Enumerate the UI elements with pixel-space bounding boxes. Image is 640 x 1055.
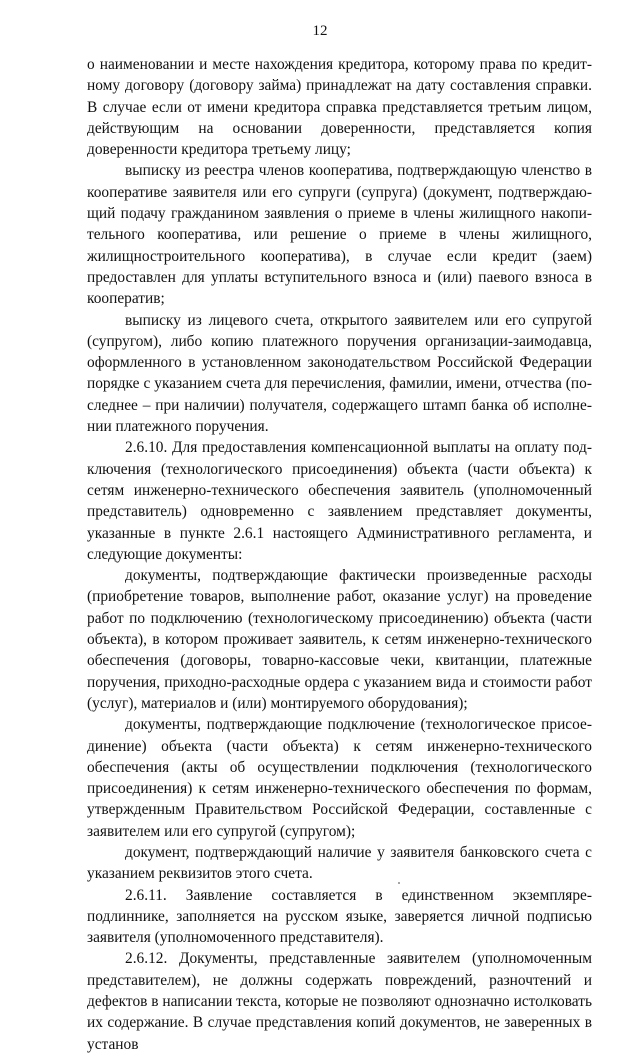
page-number: 12 — [312, 23, 328, 39]
paragraph-expense-documents: документы, подтверждающие фактически произведенные расходы (приобретение товаров, выполнение работ, оказание услуг) на проведение работ по подключению (технологическому присоединению) объекта (части объекта), в котором проживает заявитель, к сетям инженерно-технического обеспечения (договоры, товарно-кассовые чеки, квитанции, платежные поручения, приходно-расходные ордера с указанием вида и стоимости работ (услуг), материалов и (или) монтируемого оборудования); — [87, 567, 592, 712]
paragraph-clause-2-6-11: 2.6.11. Заявление составляется в единственном экземпляре-подлиннике, заполняется на русском языке, заверяется личной подписью заявителя (уполномоченного представителя). — [87, 886, 592, 947]
paragraph-cooperative-register-extract: выписку из реестра членов кооператива, подтверждающую членство в кооперативе заявителя или его супруги (супруга) (документ, подтверждающий подачу гражданином заявления о приеме в члены жилищного накопительного кооператива, или решение о приеме в члены жилищного, жилищностроительного кооператива), в случае если кредит (заем) предоставлен для уплаты вступительного взноса и (или) паевого взноса в кооператив; — [87, 162, 592, 308]
scan-speck — [398, 882, 400, 884]
paragraph-clause-2-6-10: 2.6.10. Для предоставления компенсационной выплаты на оплату подключения (технологического присоединения) объекта (части объекта) к сетям инженерно-технического обеспечения заявитель (уполномоченный представитель) одновременно с заявлением представляет документы, указанные в пункте 2.6.1 настоящего Административного регламента, и следующие документы: — [87, 439, 592, 563]
paragraph-connection-documents: документы, подтверждающие подключение (технологическое присоединение) объекта (части объекта) к сетям инженерно-технического обеспечения (акты об осуществлении подключения (технологического присоединения) к сетям инженерно-технического обеспечения по формам, утвержденным Правительством Российской Федерации, составленные с заявителем или его супругой (супругом); — [87, 716, 592, 840]
paragraph-clause-2-6-12: 2.6.12. Документы, представленные заявителем (уполномоченным представителем), не должны содержать повреждений, разночтений и дефектов в написании текста, которые не позволяют однозначно истолковать их содержание. В случае представления копий документов, не заверенных в установ — [87, 950, 592, 1053]
paragraph-bank-account-document: документ, подтверждающий наличие у заявителя банковского счета с указанием реквизитов этого счета. — [87, 843, 592, 883]
paragraph-creditor-certificate: о наименовании и месте нахождения кредитора, которому права по кредитному договору (договору займа) принадлежат на дату составления справки. В случае если от имени кредитора справка представляется третьим лицом, действующим на основании доверенности, представляется копия доверенности кредитора третьему лицу; — [87, 56, 592, 159]
paragraph-account-statement: выписку из лицевого счета, открытого заявителем или его супругой (супругом), либо копию платежного поручения организации-заимодавца, оформленного в установленном законодательством Российской Федерации порядке с указанием счета для перечисления, фамилии, имени, отчества (последнее – при наличии) получателя, содержащего штамп банка об исполнении платежного поручения. — [87, 311, 592, 436]
